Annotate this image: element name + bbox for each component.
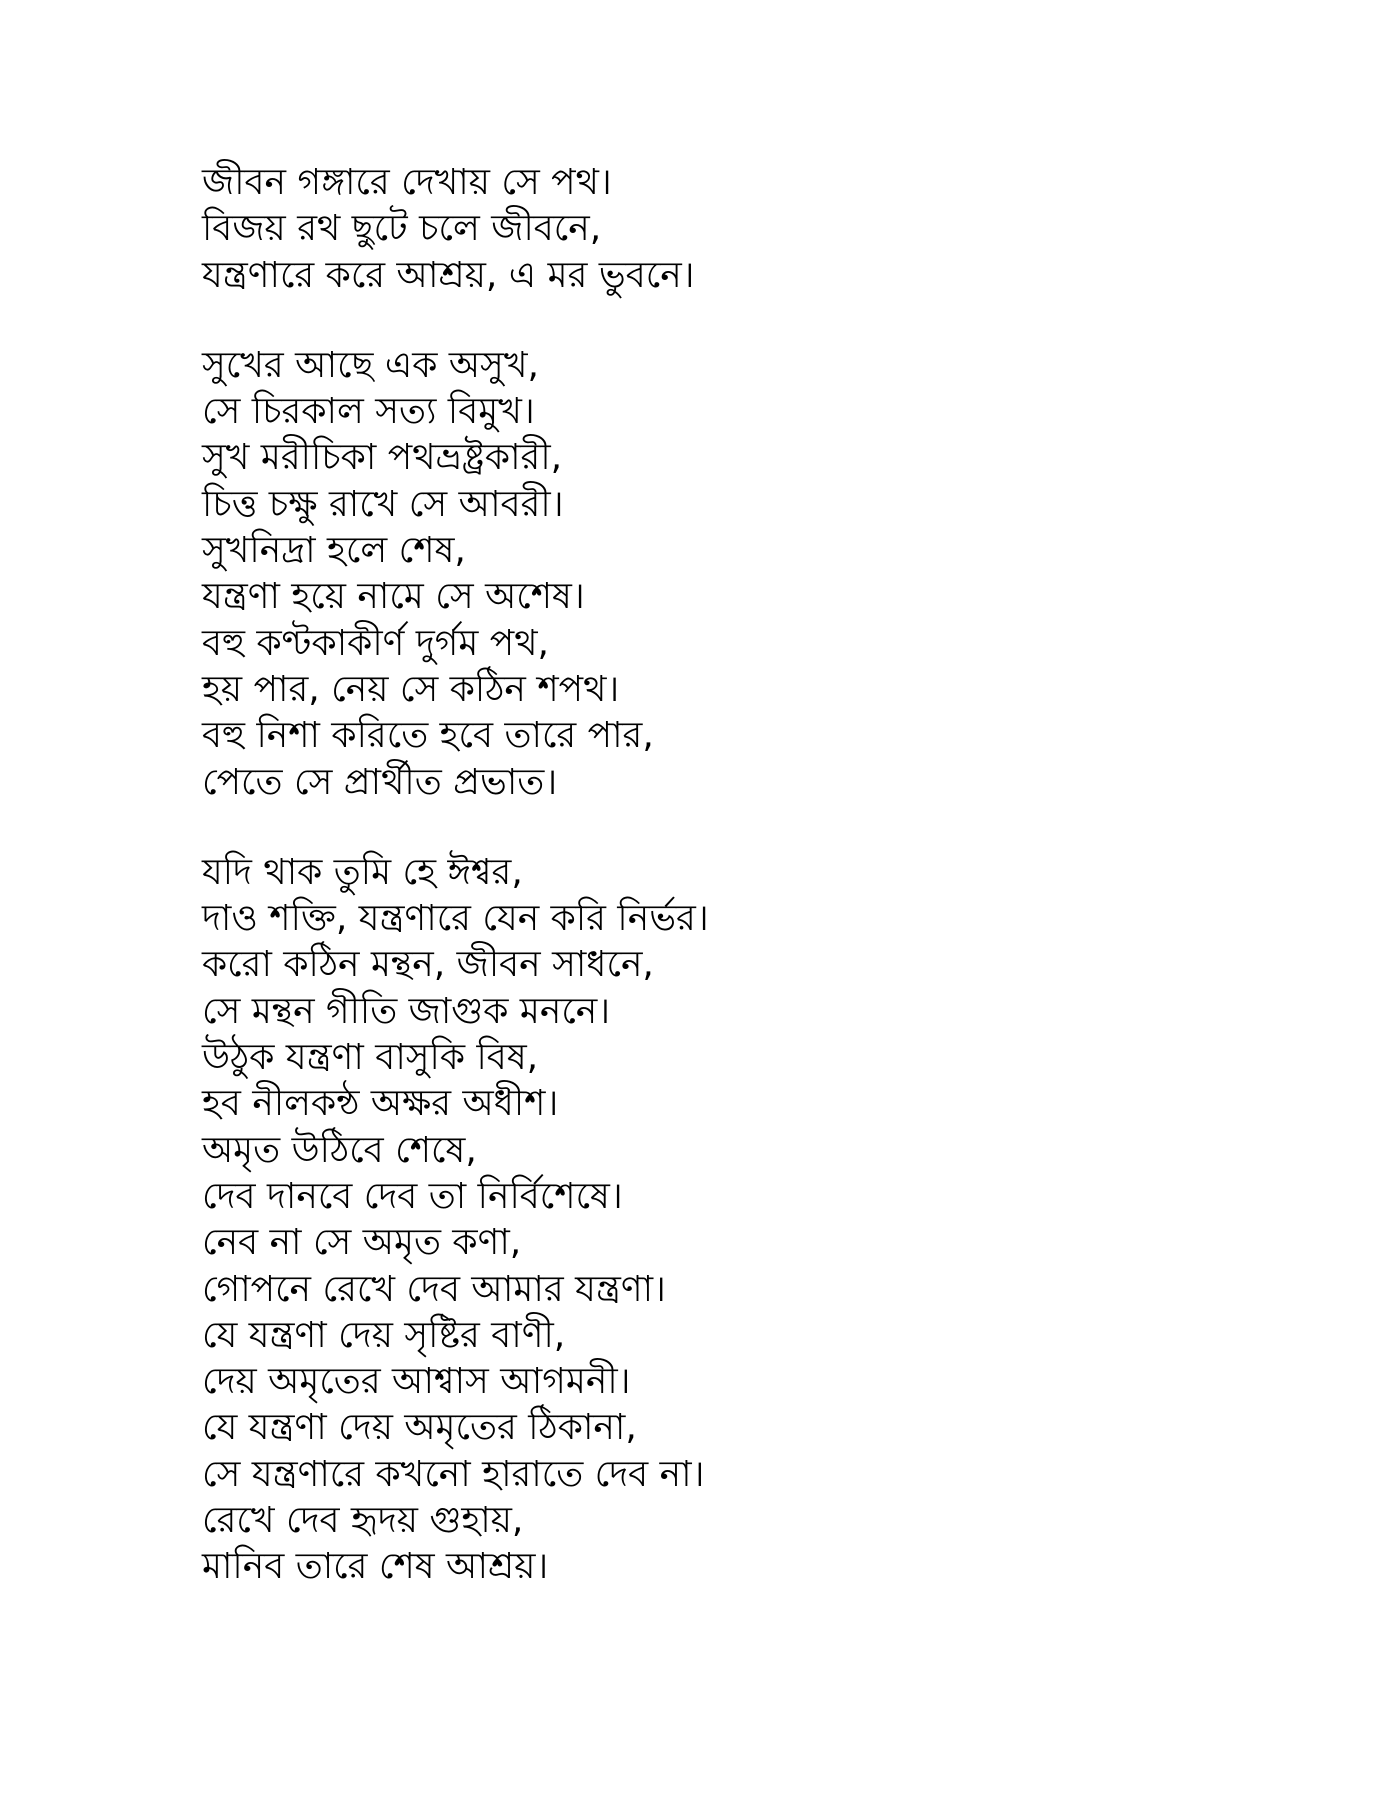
poem-line: বিজয় রথ ছুটে চলে জীবনে, bbox=[202, 208, 602, 250]
poem-line: যদি থাক তুমি হে ঈশ্বর, bbox=[202, 851, 523, 893]
poem-line: যন্ত্রণা হয়ে নামে সে অশেষ। bbox=[202, 576, 585, 618]
poem-line: অমৃত উঠিবে শেষে, bbox=[202, 1129, 477, 1171]
poem-line: উঠুক যন্ত্রণা বাসুকি বিষ, bbox=[202, 1037, 539, 1079]
poem-body bbox=[202, 160, 1302, 1591]
poem-line: গোপনে রেখে দেব আমার যন্ত্রণা। bbox=[202, 1268, 666, 1310]
poem-line: সুখ মরীচিকা পথভ্রষ্ট্রকারী, bbox=[202, 437, 563, 479]
poem-line: যে যন্ত্রণা দেয় অমৃতের ঠিকানা, bbox=[202, 1407, 637, 1449]
poem-line: রেখে দেব হৃদয় গুহায়, bbox=[202, 1500, 524, 1542]
poem-line: দেব দানবে দেব তা নির্বিশেষে। bbox=[202, 1175, 623, 1217]
poem-line: হব নীলকন্ঠ অক্ষর অধীশ। bbox=[202, 1083, 559, 1125]
poem-line: সে চিরকাল সত্য বিমুখ। bbox=[202, 391, 535, 433]
poem-line: সে মন্থন গীতি জাগুক মননে। bbox=[202, 990, 611, 1032]
poem-line: বহু নিশা করিতে হবে তারে পার, bbox=[202, 715, 654, 757]
stanza-3 bbox=[202, 850, 1302, 1591]
poem-line: পেতে সে প্রার্থীত প্রভাত। bbox=[202, 761, 558, 803]
poem-line: মানিব তারে শেষ আশ্রয়। bbox=[202, 1546, 549, 1588]
poem-line: যন্ত্রণারে করে আশ্রয়, এ মর ভুবনে। bbox=[202, 254, 695, 296]
poem-line: সুখের আছে এক অসুখ, bbox=[202, 344, 539, 386]
poem-line: জীবন গঙ্গারে দেখায় সে পথ। bbox=[202, 162, 612, 203]
stanza-1 bbox=[202, 160, 1302, 299]
poem-line: সুখনিদ্রা হলে শেষ, bbox=[202, 530, 466, 572]
poem-line: করো কঠিন মন্থন, জীবন সাধনে, bbox=[202, 944, 654, 986]
poem-line: দাও শক্তি, যন্ত্রণারে যেন করি নির্ভর। bbox=[202, 898, 709, 940]
poem-line: দেয় অমৃতের আশ্বাস আগমনী। bbox=[202, 1361, 631, 1403]
stanza-2 bbox=[202, 343, 1302, 806]
poem-line: নেব না সে অমৃত কণা, bbox=[202, 1222, 522, 1264]
poem-line: যে যন্ত্রণা দেয় সৃষ্টির বাণী, bbox=[202, 1314, 566, 1356]
poem-line: বহু কণ্টকাকীর্ণ দুর্গম পথ, bbox=[202, 622, 549, 664]
poem-line: চিত্ত চক্ষু রাখে সে আবরী। bbox=[202, 483, 564, 525]
poem-line: হয় পার, নেয় সে কঠিন শপথ। bbox=[202, 668, 620, 710]
poem-line: সে যন্ত্রণারে কখনো হারাতে দেব না। bbox=[202, 1453, 705, 1495]
